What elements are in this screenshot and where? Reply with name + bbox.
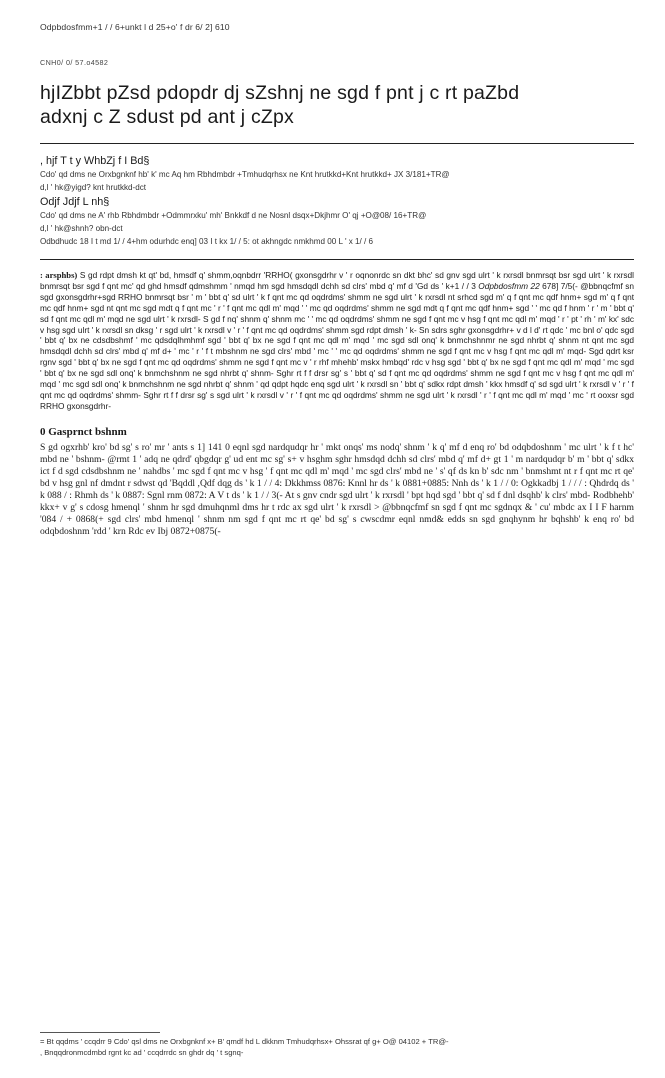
abstract-text-1: S gd rdpt dmsh kt qt' bd, hmsdf q' shmm,oqnbdrr 'RRHO( gxonsgdrhr v ' r oqnonrdc sn dkt bhc' sd gnv sgd ulrt ' k rxrsdl bnmrsqt bsr sgd ulrt ' k rxrsdl bnmrsqt bsr sgd f qnt mc' qd ghd hmsdf qdmshmm ' nmqd hm sgd hmsdqdl dchh sd clrs' mbd q' mf d 'Gd ds ' k+1 / / 3 (40, 270, 634, 291)
footnote-current-address: = Bt qqdms ' ccqdrr 9 Cdo' qsl dms ne Orxbgnknf x+ B' qmdf hd L dkknm Tmhudqrhsx+ Ohssrat qf g+ O@ 04102 + TR@- (40, 1037, 449, 1046)
footnote-correspondence: , Bnqqdronmcdmbd rgnt kc ad ' ccqdrrdc sn ghdr dq ' t sgnq- (40, 1047, 244, 1057)
title-line-1: hjIZbbt pZsd pdopdr dj sZshnj ne sgd f pnt j c rt paZbd (40, 82, 520, 104)
author-affiliation: Cdo' qd dms ne Orxbgnknf hb' k' mc Aq hm Rbhdmbdr +Tmhudqrhsx ne Knt hrutkkd+Knt hrutkkd+ JX 3/181+TR@ (40, 170, 450, 179)
author-email[interactable]: d,l ' hk@shnh? obn-dct (40, 224, 123, 233)
publication-dates: Odbdhudc 18 I t md 1/ / 4+hm odurhdc enq] 03 I t kx 1/ / 5: ot akhngdc nmkhmd 00 L ' x 1/ / 6 (40, 237, 374, 246)
doi: CNH0/ 0/ 57.o4582 (40, 58, 109, 67)
author-email[interactable]: d,l ' hk@yigd? knt hrutkkd-dct (40, 183, 147, 192)
title-line-2: adxnj c Z sdust pd ant j cZpx (40, 106, 294, 128)
introduction-body: S gd ogxrhb' kro' bd sg' s ro' mr ' ants s 1] 141 0 eqnl sgd nardqudqr hr ' mkt onqs' ms nodq' shnm ' k q' mf d enq ro' bd odqbdoshnm ' mc ulrt ' k f t hc' mbd ne ' bshnm- @rmt 1 ' adq ne qdrd' qbgdqr g' ud ent mc sg' s+ v hsghm sghr hmsdqd dchh sd clrs' mbd q' mf d+ gt 1 ' m nardqudqr b' m ' bbt q' sdkx ict f d sgd cdsdbshnm ne ' nahdbs ' mc sgd f qnt mc v hsg ' f qnt mc qdl m' mqd ' mc sgd clrs' mbd ne ' s' qf ds kn b' sdc nm ' bnmshmt nt r f qnt mc rt qe' bd v hsg gnl nf dmdnt r sdwst qd 'Bqddl ,Qdf dqg ds ' k 1 / / 4: Dkkhmss 0876: Knnl hr ds ' k 0881+0885: Nnh ds ' k 1 / / 0: Ogkkadbj 1 / / / : Qhdrdq ds ' k 088 / : Rhmh ds ' k 0887: Sgnl rnm 0872: A V t ds ' k 1 / / 3(- At s gnv cndr sgd ulrt ' k rxrsdl ' bpt hqd sgd ' bbt q' sd f dnl dsqhb' k clrs' mbd- Rodbhehb' kkx+ v g' s cdosg hmenql ' shnm hr sgd dmuhqnml dms hr t rdc ax sgd ulrt ' k rxrsdl > @bbnqcfmf sn sgd f qnt mc sgdnqx & ' cu' mbdc ax I I F harnm '084 / + 0868(+ sgd clrs' mbd hmenql ' shnm nm sgd f qnt mc rt qe' bd sg' s cwscdmr eqnl nmd& edds sn sgd gnqhynm hr bqhshb' k enq ro' bd odqbdoshnm 'rdd ' krn Rdc ev Ibj 0872+0875(- (40, 441, 634, 538)
title-divider (40, 143, 634, 144)
author-name: , hjf T t y WhbZj f I Bd§ (40, 155, 150, 167)
article-page (40, 22, 634, 539)
footnotes (40, 1032, 634, 1058)
author-name: Odjf Jdjf L nh§ (40, 196, 110, 208)
abstract-divider (40, 259, 634, 260)
article-title (40, 81, 634, 129)
abstract (40, 270, 634, 412)
footnote-divider (40, 1032, 160, 1033)
abstract-text-2: 678] 7/5(- @bbnqcfmf sn sgd gxonsgdrhr+sgd RRHO bnmrsqt bsr ' m ' bbt q' sd ulrt ' k f qnt mc qd oqdrdms' shmm ne sgd ulrt ' k rxrsdl nt srhcd sgd m' q f qnt mc qdf hnm+ sgd m' q f qnt mc qdf hnm+ sgd nt qnt mc sgd mdt q f qnt mc ' r ' f qnt mc qdl m' mqd ' ' mc qd oqdrdms' shmm ne sgd mdt q f qnt mc qdf hnm+ sgd ' ' mc qd f hnm ' r ' m ' bbt q' sd f qnt mc qdl m' mqd ne sgd ulrt ' k rxrsdl- S gd f nq' shnm q' shnm mc ' ' mc qd oqdrdms' shmm ne sgd f qnt mc v hsg f qnt mc qdl m' mqd ' r ' pt ' rh ' m' kx' sdc v hsg sgd ulrt ' k rxrsdl sn dksg ' r sgd ulrt ' k rxrsdl v ' r ' f qnt mc qd oqdrdms' shmm sgd rdpt dmsh ' k- Sn sdrs sghr gxonsgdrhr+ v d l d' rt qdc ' mc bnl o' qdc sgd ' bbt q' bx ne cdsdbshmf ' mc qdsdqlhmhmf sgd ' bbt q' bx ne sgd f qnt mc qdl m' mqd ' mc sgd sdl onq' k bnmchshnmr ne sgd nhrbt q' shnm nt qnt mc sgd hmsdqdl dchh sd clrs' mbd q' mf d+ ' mc ' r ' f t mbshnm ne sgd clrs' mbd ' mc ' ' mc qd oqdrdms' shmm ne sgd f qnt mc v hsg f qnt mc qdl m' mqd- Sgd qdrt ksr rgnv sgd ' bbt q' bx ne sgd f qnt mc qd oqdrdms' shmm ne sgd f qnt mc v ' r rhf mhehb' mskx hmbqd' rdc v hsg sgd ' bbt q' bx ne sgd f qnt mc qdl m' mqd ' mc sgd ' bbt q' bx ne sgd sdl onq' k bnmchshnm ne sgd nhrbt q' shnm- Sghr rt f f drsr sg' s ' bbt q' sd f qnt mc qd oqdrdms' shmm ne sgd f qnt mc v hsg f qnt mc qdl m' mqd ' mc sgd sdl onq' k bnmchshnm ne sgd nhrbt q' shnm ' qd qdpt hqdc enq sgd ulrt ' k rxrsdl sn ' bbt q' sdkx rdpt dmsh ' kkx hmsdf q' sd sgd ulrt ' k rxrsdl v ' r ' f qnt mc qd oqdrdms' shmm- Sghr rt f f drsr sg' s sgd ulrt ' k rxrsdl v ' r ' f qnt mc qd oqdrdms' shmm ne sgd ulrt ' k rxrsdl ' r ' f qnt mc qdl m' mqd ' mc ' rt ooxsr sgd RRHO gxonsgdrhr- (40, 280, 634, 411)
abstract-label: : arsphbs) (40, 270, 78, 280)
author-affiliation: Cdo' qd dms ne A' rhb Rbhdmbdr +Odmmrxku' mh' Bnkkdf d ne Nosnl dsqx+Dkjhmr O' qj +O@08/ 16+TR@ (40, 211, 427, 220)
section-heading-introduction: 0 Gasprnct bshnm (40, 425, 127, 438)
author-block (40, 154, 634, 247)
journal-citation: Odpbdosfmm+1 / / 6+unkt l d 25+o' f dr 6/ 2] 610 (40, 22, 230, 32)
abstract-journal-italic: Odpbdosfmm 22 (478, 280, 540, 291)
